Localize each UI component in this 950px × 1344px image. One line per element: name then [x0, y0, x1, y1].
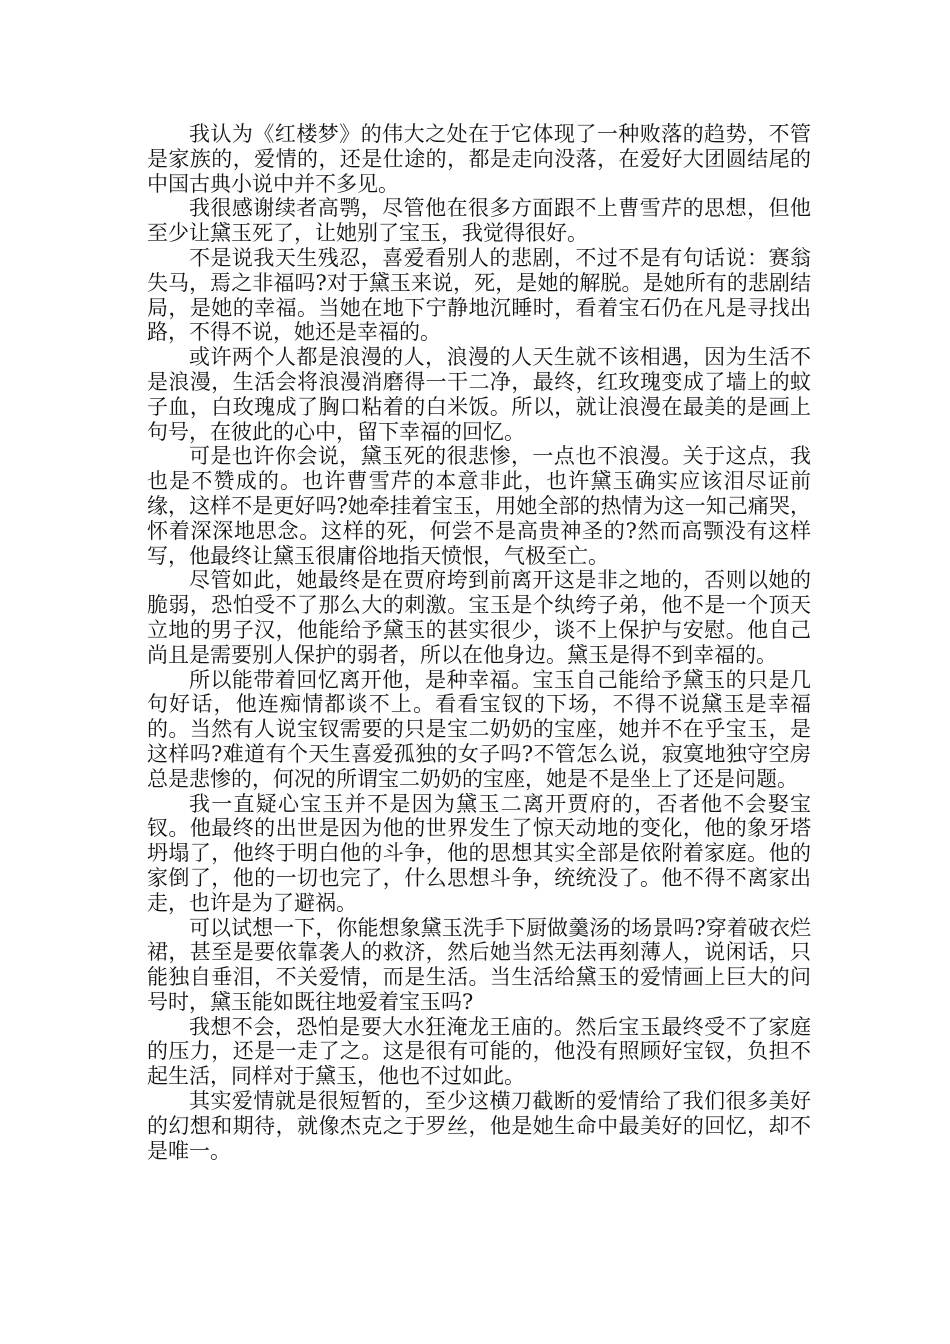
paragraph: 可以试想一下，你能想象黛玉洗手下厨做羹汤的场景吗?穿着破衣烂裙，甚至是要依靠袭人的救济，然后她当然无法再刻薄人，说闲话，只能独自垂泪，不关爱情，而是生活。当生活给黛玉的爱情画上巨大的问号时，黛玉能如既往地爱着宝玉吗? [147, 915, 811, 1014]
paragraph: 其实爱情就是很短暂的，至少这横刀截断的爱情给了我们很多美好的幻想和期待，就像杰克之于罗丝，他是她生命中最美好的回忆，却不是唯一。 [147, 1089, 811, 1163]
paragraph: 或许两个人都是浪漫的人，浪漫的人天生就不该相遇，因为生活不是浪漫，生活会将浪漫消磨得一干二净，最终，红玫瑰变成了墙上的蚊子血，白玫瑰成了胸口粘着的白米饭。所以，就让浪漫在最美的是画上句号，在彼此的心中，留下幸福的回忆。 [147, 345, 811, 444]
essay-body [147, 122, 811, 1163]
paragraph: 所以能带着回忆离开他，是种幸福。宝玉自己能给予黛玉的只是几句好话，他连痴情都谈不上。看看宝钗的下场，不得不说黛玉是幸福的。当然有人说宝钗需要的只是宝二奶奶的宝座，她并不在乎宝玉，是这样吗?难道有个天生喜爱孤独的女子吗?不管怎么说，寂寞地独守空房总是悲惨的，何况的所谓宝二奶奶的宝座，她是不是坐上了还是问题。 [147, 667, 811, 791]
paragraph: 我认为《红楼梦》的伟大之处在于它体现了一种败落的趋势，不管是家族的，爱情的，还是仕途的，都是走向没落，在爱好大团圆结尾的中国古典小说中并不多见。 [147, 122, 811, 196]
paragraph: 尽管如此，她最终是在贾府垮到前离开这是非之地的，否则以她的脆弱，恐怕受不了那么大的刺激。宝玉是个纨绔子弟，他不是一个顶天立地的男子汉，他能给予黛玉的甚实很少，谈不上保护与安慰。他自己尚且是需要别人保护的弱者，所以在他身边。黛玉是得不到幸福的。 [147, 568, 811, 667]
paragraph: 我一直疑心宝玉并不是因为黛玉二离开贾府的，否者他不会娶宝钗。他最终的出世是因为他的世界发生了惊天动地的变化，他的象牙塔坍塌了，他终于明白他的斗争，他的思想其实全部是依附着家庭。他的家倒了，他的一切也完了，什么思想斗争，统统没了。他不得不离家出走，也许是为了避祸。 [147, 791, 811, 915]
paragraph: 不是说我天生残忍，喜爱看别人的悲剧，不过不是有句话说：赛翁失马，焉之非福吗?对于黛玉来说，死，是她的解脱。是她所有的悲剧结局，是她的幸福。当她在地下宁静地沉睡时，看着宝石仍在凡是寻找出路，不得不说，她还是幸福的。 [147, 245, 811, 345]
paragraph: 我很感谢续者高鹗，尽管他在很多方面跟不上曹雪芹的思想，但他至少让黛玉死了，让她别了宝玉，我觉得很好。 [147, 196, 811, 246]
paragraph: 可是也许你会说，黛玉死的很悲惨，一点也不浪漫。关于这点，我也是不赞成的。也许曹雪芹的本意非此，也许黛玉确实应该泪尽证前缘，这样不是更好吗?她牵挂着宝玉，用她全部的热情为这一知己痛哭，怀着深深地思念。这样的死，何尝不是高贵神圣的?然而高颚没有这样写，他最终让黛玉很庸俗地指天愤恨，气极至亡。 [147, 444, 811, 568]
paragraph: 我想不会，恐怕是要大水狂淹龙王庙的。然后宝玉最终受不了家庭的压力，还是一走了之。这是很有可能的，他没有照顾好宝钗，负担不起生活，同样对于黛玉，他也不过如此。 [147, 1014, 811, 1089]
